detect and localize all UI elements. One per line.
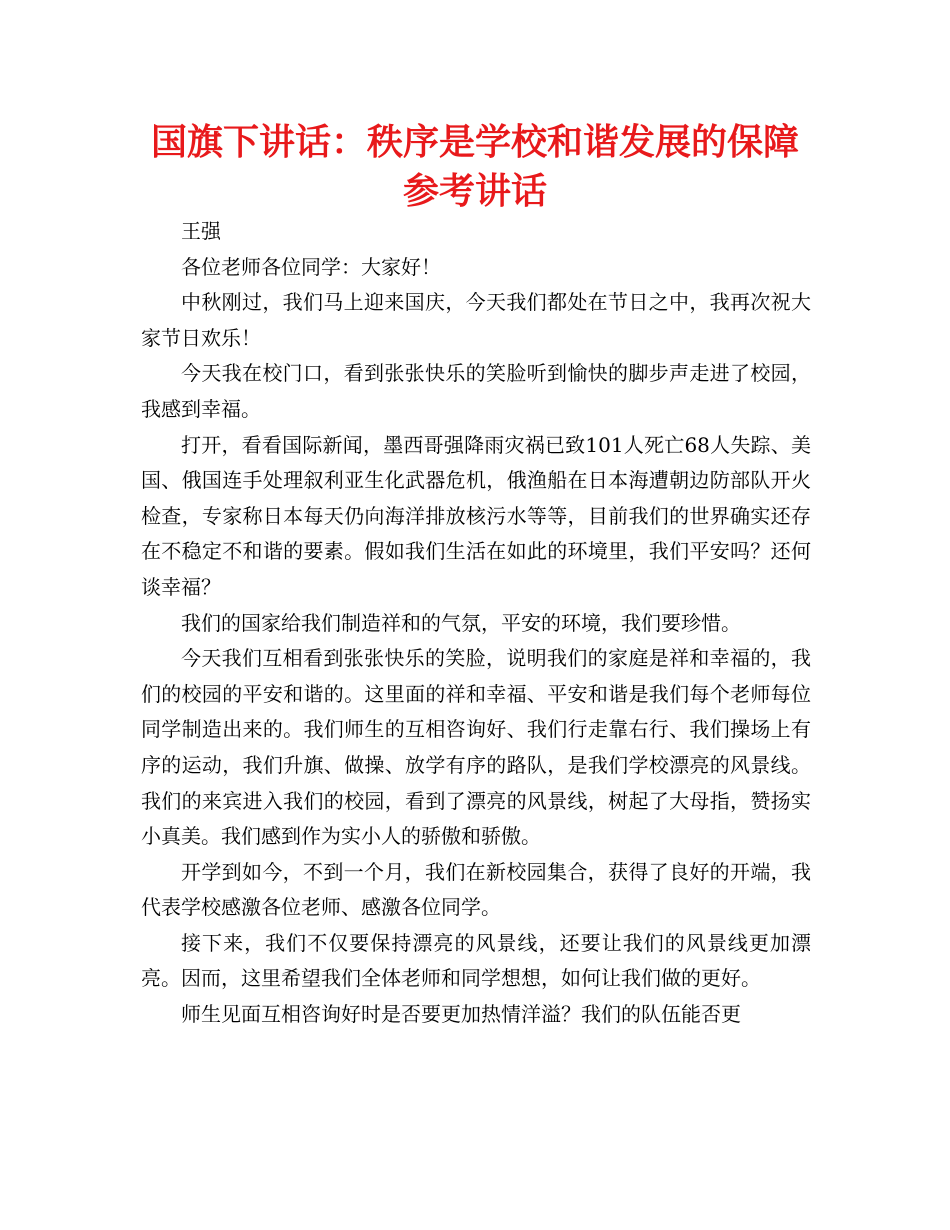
paragraph: 师生见面互相咨询好时是否要更加热情洋溢？我们的队伍能否更 xyxy=(181,1002,741,1027)
paragraph: 中秋刚过，我们马上迎来国庆，今天我们都处在节日之中，我再次祝大家节日欢乐！ xyxy=(141,290,811,350)
greeting: 各位老师各位同学：大家好！ xyxy=(181,254,441,279)
paragraph: 开学到如今，不到一个月，我们在新校园集合，获得了良好的开端，我代表学校感激各位老师、感激各位同学。 xyxy=(141,859,811,920)
document-body xyxy=(141,214,811,1033)
paragraph: 打开，看看国际新闻，墨西哥强降雨灾祸已致101人死亡68人失踪、美国、俄国连手处理叙利亚生化武器危机，俄渔船在日本海遭朝边防部队开火检查，专家称日本每天仍向海洋排放核污水等等，目前我们的世界确实还存在不稳定不和谐的要素。假如我们生活在如此的环境里，我们平安吗？还何谈幸福？ xyxy=(141,432,811,599)
paragraph: 今天我们互相看到张张快乐的笑脸，说明我们的家庭是祥和幸福的，我们的校园的平安和谐的。这里面的祥和幸福、平安和谐是我们每个老师每位同学制造出来的。我们师生的互相咨询好、我们行走靠右行、我们操场上有序的运动，我们升旗、做操、放学有序的路队，是我们学校漂亮的风景线。我们的来宾进入我们的校园，看到了漂亮的风景线，树起了大母指，赞扬实小真美。我们感到作为实小人的骄傲和骄傲。 xyxy=(141,646,811,849)
paragraph: 接下来，我们不仅要保持漂亮的风景线，还要让我们的风景线更加漂亮。因而，这里希望我们全体老师和同学想想，如何让我们做的更好。 xyxy=(141,930,811,991)
paragraph: 今天我在校门口，看到张张快乐的笑脸听到愉快的脚步声走进了校园，我感到幸福。 xyxy=(141,361,811,421)
document-title xyxy=(100,118,850,216)
title-line-1: 国旗下讲话：秩序是学校和谐发展的保障 xyxy=(150,122,799,163)
paragraph: 我们的国家给我们制造祥和的气氛，平安的环境，我们要珍惜。 xyxy=(181,610,741,635)
author-name: 王强 xyxy=(181,219,221,243)
title-line-2: 参考讲话 xyxy=(402,171,547,212)
